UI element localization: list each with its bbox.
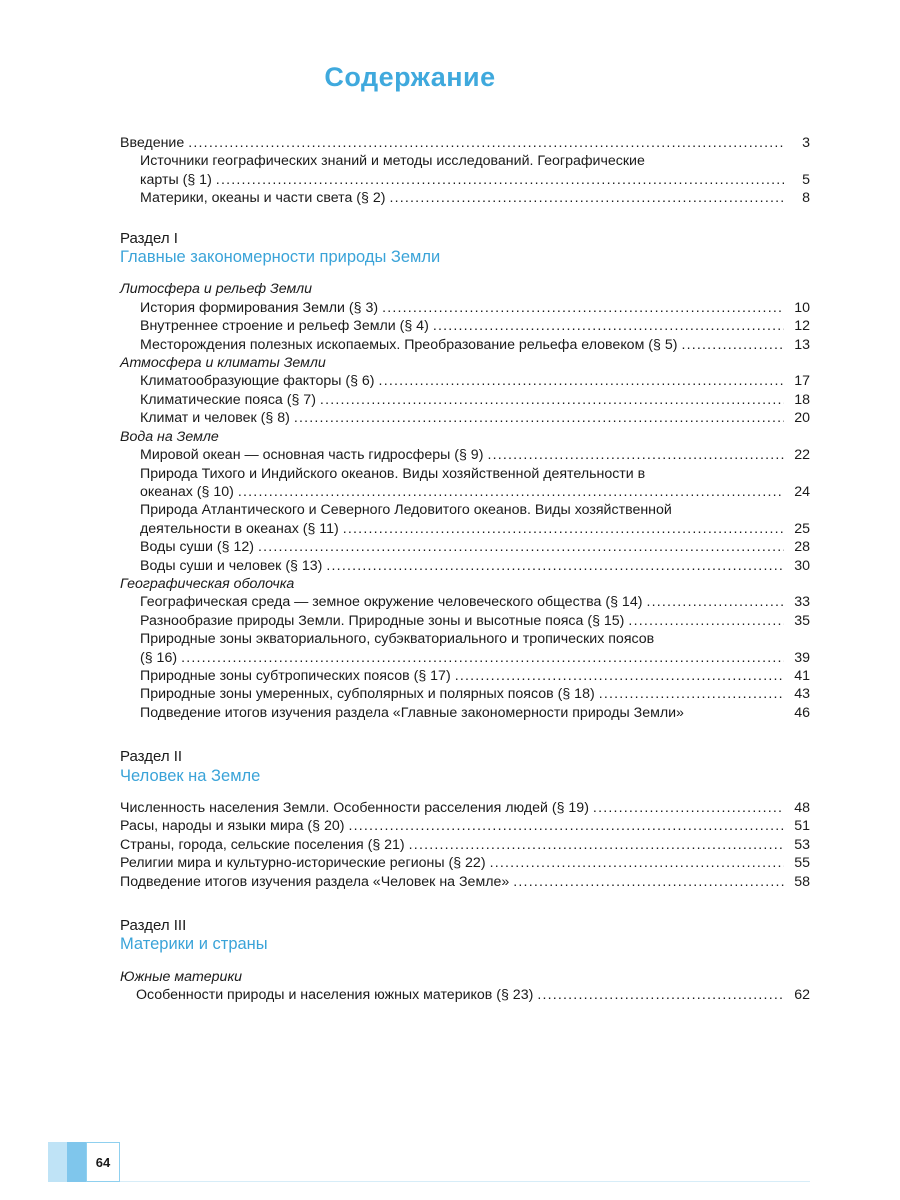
toc-entry-title: карты (§ 1)	[140, 171, 212, 188]
toc-entry	[120, 667, 810, 685]
toc-entry-page: 62	[794, 987, 810, 1004]
dot-leader	[216, 171, 784, 189]
dot-leader	[389, 189, 784, 207]
toc-entry-title: Источники географических знаний и методы исследований. Географические	[140, 153, 645, 170]
toc-entry-page: 20	[794, 410, 810, 427]
toc-entry-title: Особенности природы и населения южных материков (§ 23)	[136, 987, 534, 1004]
toc-entry-page: 39	[794, 649, 810, 666]
toc-entry-title: (§ 16)	[140, 649, 178, 666]
toc-entry-page: 43	[794, 686, 810, 703]
dot-leader	[455, 667, 784, 685]
dot-leader	[379, 372, 784, 390]
toc-entry-title: Географическая среда — земное окружение человеческого общества (§ 14)	[140, 594, 643, 611]
dot-leader	[593, 799, 784, 817]
toc-entry-page: 3	[802, 135, 810, 151]
section-1-title: Главные закономерности природы Земли	[120, 248, 441, 267]
dot-leader	[409, 836, 784, 854]
toc-entry	[120, 391, 810, 409]
dot-leader	[681, 336, 784, 354]
toc-entry-title: Воды суши (§ 12)	[140, 539, 254, 556]
toc-entry-title: Природные зоны умеренных, субполярных и полярных поясов (§ 18)	[140, 686, 595, 703]
toc-entry-title: Климатические пояса (§ 7)	[140, 391, 316, 408]
dot-leader	[537, 986, 784, 1004]
toc-entry-page: 46	[794, 704, 810, 721]
footer-line	[120, 1181, 810, 1182]
toc-entry	[120, 189, 810, 207]
dot-leader	[188, 134, 784, 152]
toc-entry-page: 28	[794, 539, 810, 556]
toc-entry-title: Природные зоны субтропических поясов (§ 17)	[140, 667, 451, 684]
subsection-atmosphere: Атмосфера и климаты Земли	[120, 355, 326, 372]
toc-entry	[120, 299, 810, 317]
toc-entry	[120, 152, 810, 170]
toc-entry-page: 33	[794, 594, 810, 611]
toc-entry	[120, 873, 810, 891]
toc-entry-title: Расы, народы и языки мира (§ 20)	[120, 818, 345, 835]
dot-leader	[258, 538, 784, 556]
toc-entry	[120, 465, 810, 483]
toc-entry-title: Климатообразующие факторы (§ 6)	[140, 373, 375, 390]
footer-color-bar	[48, 1142, 86, 1182]
toc-entry-page: 5	[802, 171, 810, 188]
toc-entry-page: 22	[794, 447, 810, 464]
page-title: Содержание	[324, 62, 496, 92]
toc-entry-title: Природа Тихого и Индийского океанов. Виды хозяйственной деятельности в	[140, 465, 646, 482]
dot-leader	[646, 593, 784, 611]
toc-entry-title: Религии мира и культурно-исторические регионы (§ 22)	[120, 855, 486, 872]
toc-entry	[120, 134, 810, 152]
dot-leader	[490, 854, 784, 872]
toc-entry-title: Материки, океаны и части света (§ 2)	[140, 190, 386, 207]
dot-leader	[599, 685, 784, 703]
dot-leader	[343, 520, 784, 538]
toc-entry-title: Месторождения полезных ископаемых. Преобразование рельефа еловеком (§ 5)	[140, 336, 678, 353]
section-2-title: Человек на Земле	[120, 766, 261, 785]
toc-entry-page: 30	[794, 557, 810, 574]
toc-entry	[120, 986, 810, 1004]
toc-entry-page: 53	[794, 836, 810, 853]
toc-entry-page: 24	[794, 483, 810, 500]
dot-leader	[348, 817, 784, 835]
atmosphere-items	[120, 372, 810, 427]
toc-entry	[120, 649, 810, 667]
toc-entry	[120, 630, 810, 648]
section-2-items	[120, 799, 810, 891]
toc-entry-title: Численность населения Земли. Особенности расселения людей (§ 19)	[120, 800, 589, 816]
section-2-label: Раздел II	[120, 748, 183, 766]
toc-entry	[120, 446, 810, 464]
dot-leader	[326, 557, 784, 575]
toc-entry	[120, 520, 810, 538]
intro-block	[120, 134, 810, 208]
toc-entry	[120, 336, 810, 354]
toc-entry-title: История формирования Земли (§ 3)	[140, 299, 379, 316]
geo-shell-items	[120, 593, 810, 722]
toc-entry-title: Внутреннее строение и рельеф Земли (§ 4)	[140, 318, 429, 335]
toc-entry-title: Природные зоны экваториального, субэкваториального и тропических поясов	[140, 631, 655, 648]
subsection-water: Вода на Земле	[120, 428, 219, 445]
toc-entry-page: 12	[794, 318, 810, 335]
toc-entry	[120, 317, 810, 335]
toc-entry-title: Введение	[120, 135, 185, 151]
section-3-label: Раздел III	[120, 917, 187, 935]
toc-entry-title: Страны, города, сельские поселения (§ 21)	[120, 836, 405, 853]
water-items	[120, 446, 810, 575]
subsection-lithosphere: Литосфера и рельеф Земли	[120, 281, 313, 298]
dot-leader	[238, 483, 784, 501]
toc-entry	[120, 836, 810, 854]
toc-entry-page: 58	[794, 873, 810, 890]
section-1-label: Раздел I	[120, 229, 178, 247]
dot-leader	[487, 446, 784, 464]
section-3-title: Материки и страны	[120, 935, 268, 954]
toc-entry	[120, 593, 810, 611]
toc-entry	[120, 799, 810, 817]
lithosphere-items	[120, 299, 810, 354]
toc-entry-page: 48	[794, 800, 810, 816]
dot-leader	[294, 409, 784, 427]
subsection-geo-shell: Географическая оболочка	[120, 575, 295, 592]
toc-entry-title: деятельности в океанах (§ 11)	[140, 520, 339, 537]
toc-entry	[120, 372, 810, 390]
dot-leader	[628, 612, 784, 630]
toc-entry-page: 51	[794, 818, 810, 835]
page-number: 64	[86, 1142, 120, 1182]
toc-entry	[120, 817, 810, 835]
dot-leader	[513, 873, 784, 891]
toc-entry-title: Воды суши и человек (§ 13)	[140, 557, 323, 574]
toc-entry	[120, 538, 810, 556]
toc-entry	[120, 483, 810, 501]
toc-entry-title: Мировой океан — основная часть гидросферы (§ 9)	[140, 447, 484, 464]
toc-entry-title: Климат и человек (§ 8)	[140, 410, 290, 427]
toc-entry-page: 17	[794, 373, 810, 390]
toc-entry	[120, 557, 810, 575]
dot-leader	[181, 649, 784, 667]
table-of-contents	[120, 134, 810, 1005]
toc-entry	[120, 612, 810, 630]
toc-entry	[120, 409, 810, 427]
toc-entry-page: 55	[794, 855, 810, 872]
toc-entry-page: 13	[794, 336, 810, 353]
toc-entry	[120, 171, 810, 189]
dot-leader	[320, 391, 784, 409]
dot-leader	[382, 299, 784, 317]
subsection-southern-continents: Южные материки	[120, 968, 243, 985]
toc-entry	[120, 501, 810, 519]
toc-entry-title: океанах (§ 10)	[140, 483, 234, 500]
section-3-items	[120, 986, 810, 1004]
toc-entry-page: 18	[794, 391, 810, 408]
dot-leader	[433, 317, 784, 335]
toc-entry-title: Подведение итогов изучения раздела «Главные закономерности природы Земли»	[140, 704, 684, 721]
toc-entry-title: Разнообразие природы Земли. Природные зоны и высотные пояса (§ 15)	[140, 612, 625, 629]
toc-entry-page: 35	[794, 612, 810, 629]
toc-entry-page: 10	[794, 299, 810, 316]
toc-entry	[120, 685, 810, 703]
toc-entry	[120, 854, 810, 872]
toc-entry-page: 8	[802, 190, 810, 207]
toc-entry-title: Подведение итогов изучения раздела «Человек на Земле»	[120, 873, 510, 890]
toc-entry-page: 41	[794, 667, 810, 684]
toc-entry-page: 25	[794, 520, 810, 537]
toc-entry-title: Природа Атлантического и Северного Ледовитого океанов. Виды хозяйственной	[140, 502, 672, 519]
toc-entry	[120, 704, 810, 722]
